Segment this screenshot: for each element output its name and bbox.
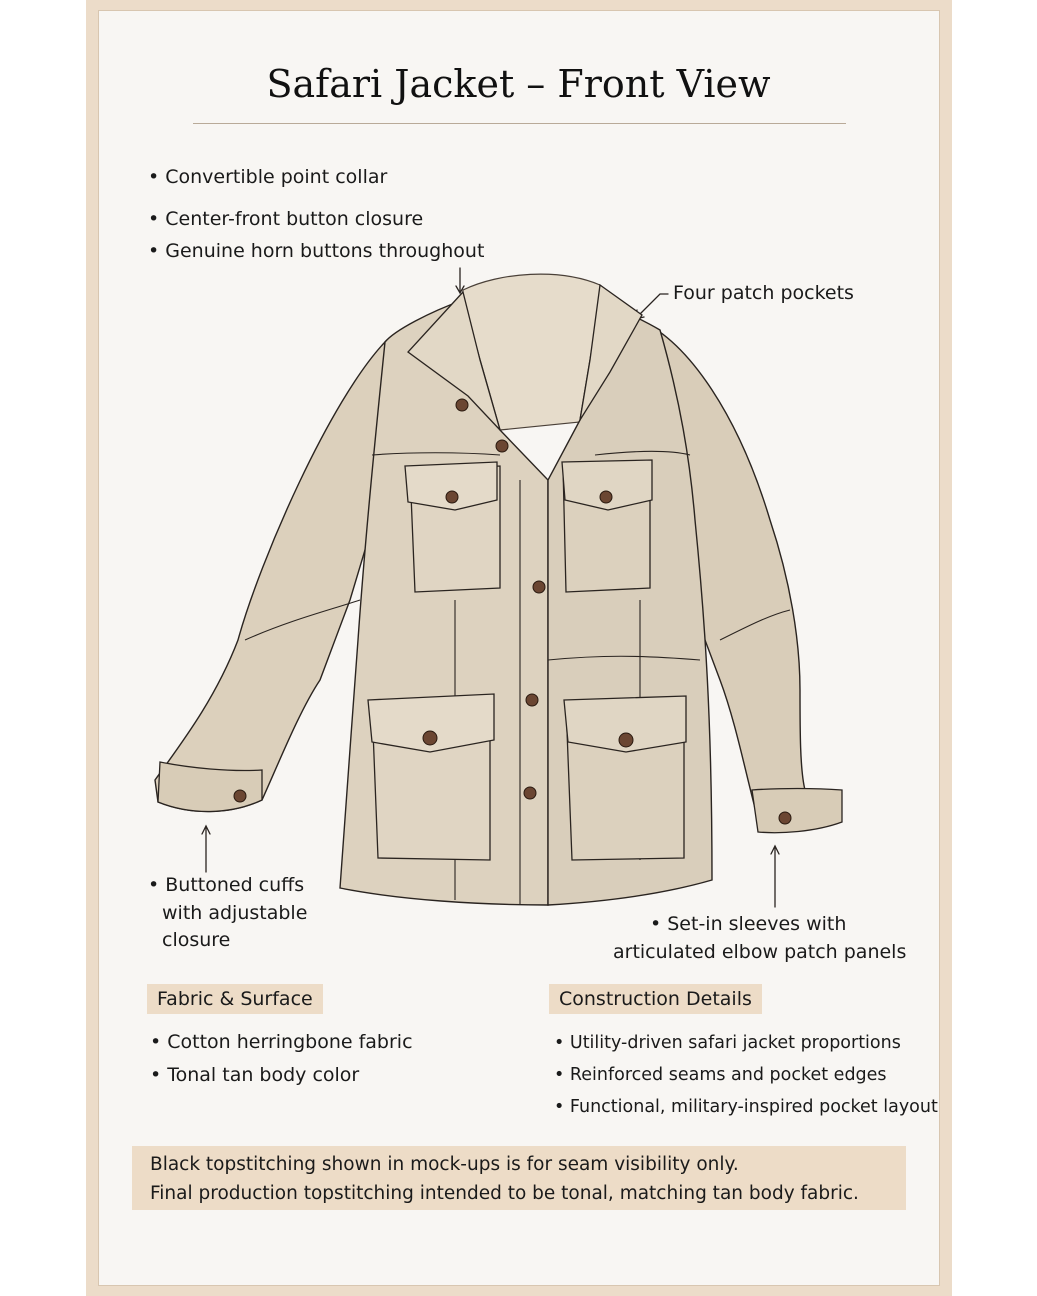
construction-item: • Reinforced seams and pocket edges bbox=[554, 1065, 887, 1085]
fabric-item: • Cotton herringbone fabric bbox=[150, 1031, 413, 1053]
callout-cuffs-line3: closure bbox=[162, 929, 231, 951]
construction-item: • Functional, military-inspired pocket layout bbox=[554, 1097, 938, 1117]
callout-sleeves-line1: • Set-in sleeves with bbox=[650, 913, 847, 935]
fabric-item: • Tonal tan body color bbox=[150, 1064, 360, 1086]
construction-item: • Utility-driven safari jacket proportions bbox=[554, 1033, 901, 1053]
fabric-heading: Fabric & Surface bbox=[147, 984, 323, 1014]
callout-sleeves-line2: articulated elbow patch panels bbox=[613, 941, 907, 963]
note-line2: Final production topstitching intended to be tonal, matching tan body fabric. bbox=[150, 1183, 859, 1204]
note-line1: Black topstitching shown in mock-ups is for seam visibility only. bbox=[150, 1154, 739, 1175]
callout-cuffs-line1: • Buttoned cuffs bbox=[148, 874, 305, 896]
construction-heading: Construction Details bbox=[549, 984, 762, 1014]
topstitching-note bbox=[132, 1146, 906, 1210]
right-cuff bbox=[752, 789, 842, 833]
callout-buttons: • Genuine horn buttons throughout bbox=[148, 240, 485, 262]
callout-closure: • Center-front button closure bbox=[148, 208, 424, 230]
callout-cuffs-line2: with adjustable bbox=[162, 902, 308, 924]
page-title: Safari Jacket – Front View bbox=[266, 62, 771, 106]
callout-pockets: Four patch pockets bbox=[673, 282, 854, 304]
callout-collar: • Convertible point collar bbox=[148, 166, 388, 188]
